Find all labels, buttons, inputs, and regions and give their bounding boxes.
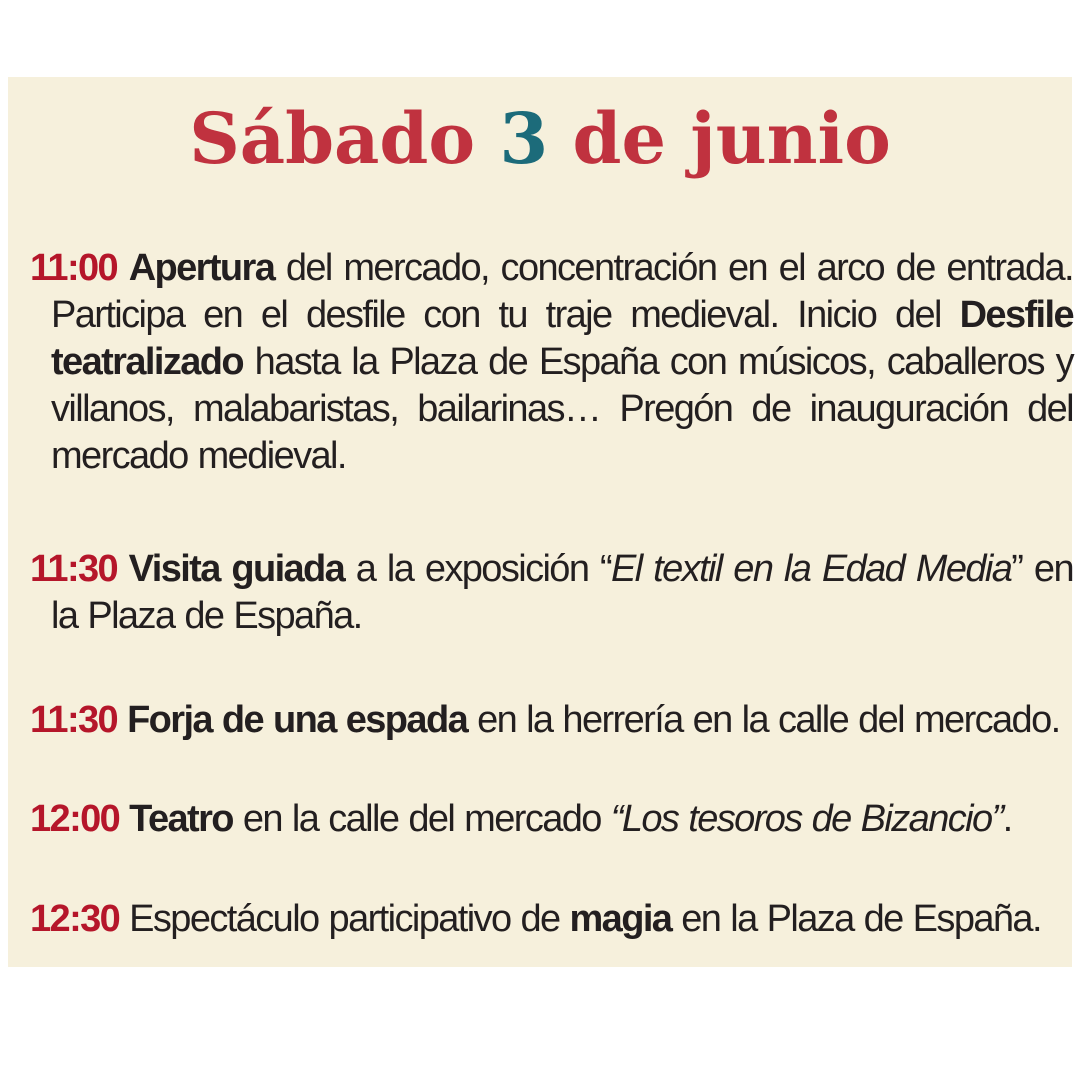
event-text: en la Plaza de España.: [671, 898, 1041, 940]
title-day-number: 3: [499, 97, 549, 180]
title-weekday: Sábado: [189, 97, 476, 180]
event-highlight: Forja de una espada: [127, 699, 468, 741]
event-italic-title: “Los tesoros de Bizancio”: [610, 798, 1003, 840]
event-item: [30, 697, 1073, 744]
event-time: 12:00: [30, 798, 120, 840]
event-text: en la calle del mercado: [232, 798, 611, 840]
event-text: a la exposición “: [344, 548, 612, 590]
event-italic-title: El textil en la Edad Media: [611, 548, 1012, 590]
event-text: .: [1002, 798, 1012, 840]
event-text: ” en la Plaza de España.: [51, 548, 1073, 637]
event-item: [30, 546, 1073, 640]
title-month: de junio: [572, 97, 891, 180]
event-time: 11:30: [30, 548, 118, 590]
page-title: [0, 97, 1080, 180]
event-item: [30, 245, 1073, 480]
event-text: del mercado, concentración en el arco de entrada. Participa en el desfile con tu traje medieval. Inicio del: [51, 247, 1073, 336]
event-highlight: Apertura: [128, 247, 275, 289]
event-item: [30, 796, 1073, 843]
event-time: 12:30: [30, 898, 120, 940]
event-highlight: Visita guiada: [128, 548, 345, 590]
event-time: 11:00: [30, 247, 118, 289]
event-text: en la herrería en la calle del mercado.: [467, 699, 1060, 741]
event-highlight: Teatro: [129, 798, 233, 840]
event-time: 11:30: [30, 699, 118, 741]
event-item: [30, 896, 1073, 943]
event-text: Espectáculo participativo de: [119, 898, 570, 940]
event-highlight: Desfile teatralizado: [51, 294, 1073, 383]
event-text: hasta la Plaza de España con músicos, caballeros y villanos, malabaristas, bailarinas… Pregón de inauguración del mercado medieval.: [51, 341, 1073, 477]
event-highlight: magia: [569, 898, 672, 940]
